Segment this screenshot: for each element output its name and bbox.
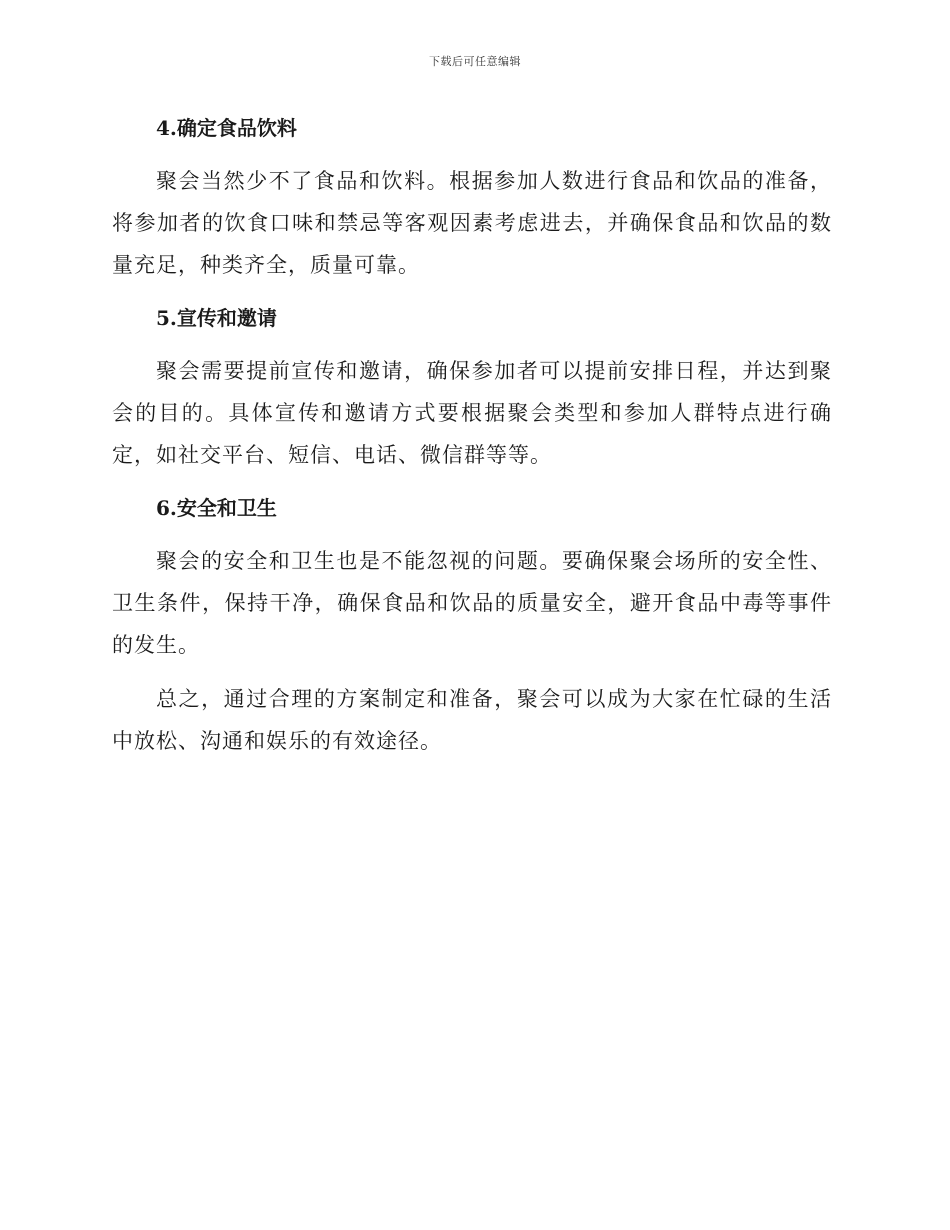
section-heading: 6.安全和卫生 [156, 496, 277, 520]
section-food-drinks [112, 108, 832, 286]
section-heading: 4.确定食品饮料 [156, 116, 297, 140]
page-header-note: 下载后可任意编辑 [429, 55, 521, 68]
document-body [112, 108, 832, 774]
section-paragraph: 聚会的安全和卫生也是不能忽视的问题。要确保聚会场所的安全性、卫生条件，保持干净，确保食品和饮品的质量安全，避开食品中毒等事件的发生。 [112, 549, 832, 657]
section-safety-hygiene [112, 488, 832, 666]
section-promotion-invitation [112, 298, 832, 476]
section-paragraph: 聚会需要提前宣传和邀请，确保参加者可以提前安排日程，并达到聚会的目的。具体宣传和邀请方式要根据聚会类型和参加人群特点进行确定，如社交平台、短信、电话、微信群等等。 [112, 359, 832, 467]
conclusion-paragraph: 总之，通过合理的方案制定和准备，聚会可以成为大家在忙碌的生活中放松、沟通和娱乐的有效途径。 [112, 687, 832, 753]
section-heading: 5.宣传和邀请 [156, 306, 277, 330]
section-paragraph: 聚会当然少不了食品和饮料。根据参加人数进行食品和饮品的准备，将参加者的饮食口味和禁忌等客观因素考虑进去，并确保食品和饮品的数量充足，种类齐全，质量可靠。 [112, 169, 832, 277]
